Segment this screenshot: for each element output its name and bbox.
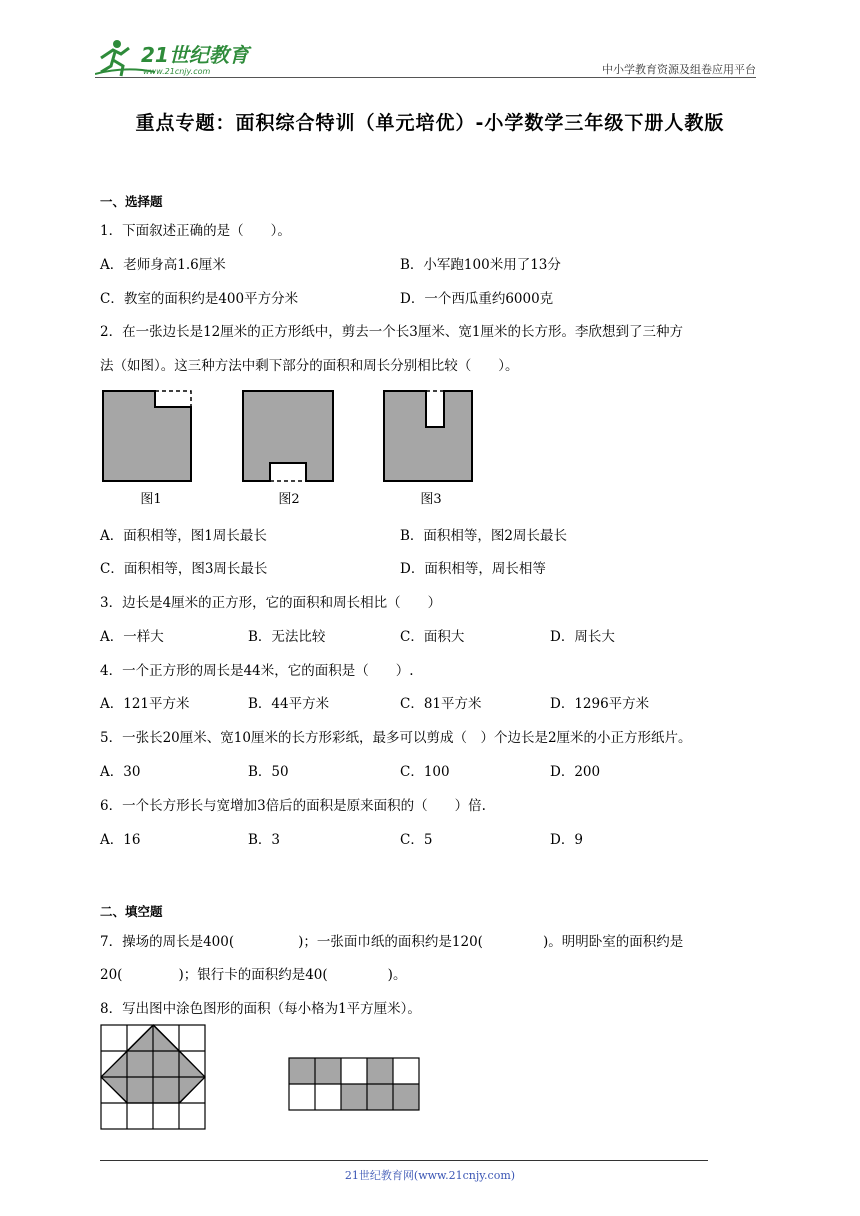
q6-option-a: A．16 bbox=[100, 832, 141, 848]
q1-option-b: B．小军跑100米用了13分 bbox=[400, 257, 561, 273]
q8-grid-figure-2 bbox=[287, 1056, 423, 1114]
q1-option-d: D．一个西瓜重约6000克 bbox=[400, 291, 554, 307]
q7-text-1c: )。明明卧室的面积约是 bbox=[542, 934, 684, 950]
footer-divider bbox=[100, 1160, 708, 1161]
q4-stem: 4．一个正方形的周长是44米，它的面积是（ ）. bbox=[100, 663, 414, 679]
figure-label-2: 图2 bbox=[278, 492, 300, 507]
section-heading-fill: 二、填空题 bbox=[100, 904, 163, 919]
q8-grid-figure-1 bbox=[99, 1023, 209, 1133]
q2-option-a: A．面积相等，图1周长最长 bbox=[100, 528, 267, 544]
q7-text-2b: )；银行卡的面积约是40( bbox=[178, 967, 328, 983]
q2-figures bbox=[100, 388, 480, 484]
q3-option-d: D．周长大 bbox=[550, 629, 615, 645]
section-heading-choice: 一、选择题 bbox=[100, 194, 163, 209]
q7-text-1b: )；一张面巾纸的面积约是120( bbox=[298, 934, 483, 950]
q1-option-a: A．老师身高1.6厘米 bbox=[100, 257, 226, 273]
q4-option-c: C．81平方米 bbox=[400, 696, 482, 712]
q4-option-a: A．121平方米 bbox=[100, 696, 190, 712]
q7-text-2c: )。 bbox=[387, 967, 407, 983]
q5-option-d: D．200 bbox=[550, 764, 601, 780]
q6-stem: 6．一个长方形长与宽增加3倍后的面积是原来面积的（ ）倍. bbox=[100, 798, 486, 814]
q4-option-b: B．44平方米 bbox=[248, 696, 330, 712]
q7-text-2a: 20( bbox=[100, 967, 123, 983]
q5-option-c: C．100 bbox=[400, 764, 450, 780]
q7-line1 bbox=[100, 930, 683, 950]
q2-option-d: D．面积相等，周长相等 bbox=[400, 561, 546, 577]
q3-option-b: B．无法比较 bbox=[248, 629, 326, 645]
q2-option-c: C．面积相等，图3周长最长 bbox=[100, 561, 268, 577]
q7-line2 bbox=[100, 963, 406, 983]
q2-stem-line1: 2．在一张边长是12厘米的正方形纸中，剪去一个长3厘米、宽1厘米的长方形。李欣想到了三种方 bbox=[100, 324, 683, 340]
q2-figure-2 bbox=[243, 391, 333, 481]
q1-stem: 1．下面叙述正确的是（ ）。 bbox=[100, 223, 291, 239]
q5-option-a: A．30 bbox=[100, 764, 141, 780]
footer-link[interactable]: 21世纪教育网(www.21cnjy.com) bbox=[344, 1169, 516, 1182]
q5-option-b: B．50 bbox=[248, 764, 289, 780]
q1-option-c: C．教室的面积约是400平方分米 bbox=[100, 291, 299, 307]
q5-stem: 5．一张长20厘米、宽10厘米的长方形彩纸，最多可以剪成（ ）个边长是2厘米的小正方形纸片。 bbox=[100, 730, 692, 746]
q7-text-1a: 7．操场的周长是400( bbox=[100, 934, 235, 950]
q3-option-a: A．一样大 bbox=[100, 629, 164, 645]
figure-label-1: 图1 bbox=[140, 492, 162, 507]
q6-option-d: D．9 bbox=[550, 832, 583, 848]
q2-stem-line2: 法（如图）。这三种方法中剩下部分的面积和周长分别相比较（ ）。 bbox=[100, 358, 519, 374]
q2-figure-1 bbox=[103, 391, 191, 481]
runner-logo-icon bbox=[95, 36, 260, 78]
q3-option-c: C．面积大 bbox=[400, 629, 465, 645]
site-tagline: 中小学教育资源及组卷应用平台 bbox=[602, 63, 756, 76]
q2-option-b: B．面积相等，图2周长最长 bbox=[400, 528, 568, 544]
logo-url: www.21cnjy.com bbox=[143, 67, 211, 76]
q6-option-b: B．3 bbox=[248, 832, 281, 848]
logo-text: 21世纪教育 bbox=[141, 43, 249, 67]
header-divider bbox=[95, 77, 756, 78]
figure-label-3: 图3 bbox=[420, 492, 442, 507]
q4-option-d: D．1296平方米 bbox=[550, 696, 650, 712]
page-title: 重点专题：面积综合特训（单元培优）-小学数学三年级下册人教版 bbox=[135, 112, 725, 134]
q3-stem: 3．边长是4厘米的正方形，它的面积和周长相比（ ） bbox=[100, 595, 442, 611]
q2-figure-3 bbox=[384, 391, 472, 481]
q8-stem: 8．写出图中涂色图形的面积（每小格为1平方厘米）。 bbox=[100, 1001, 421, 1017]
site-logo bbox=[95, 36, 260, 78]
q6-option-c: C．5 bbox=[400, 832, 433, 848]
